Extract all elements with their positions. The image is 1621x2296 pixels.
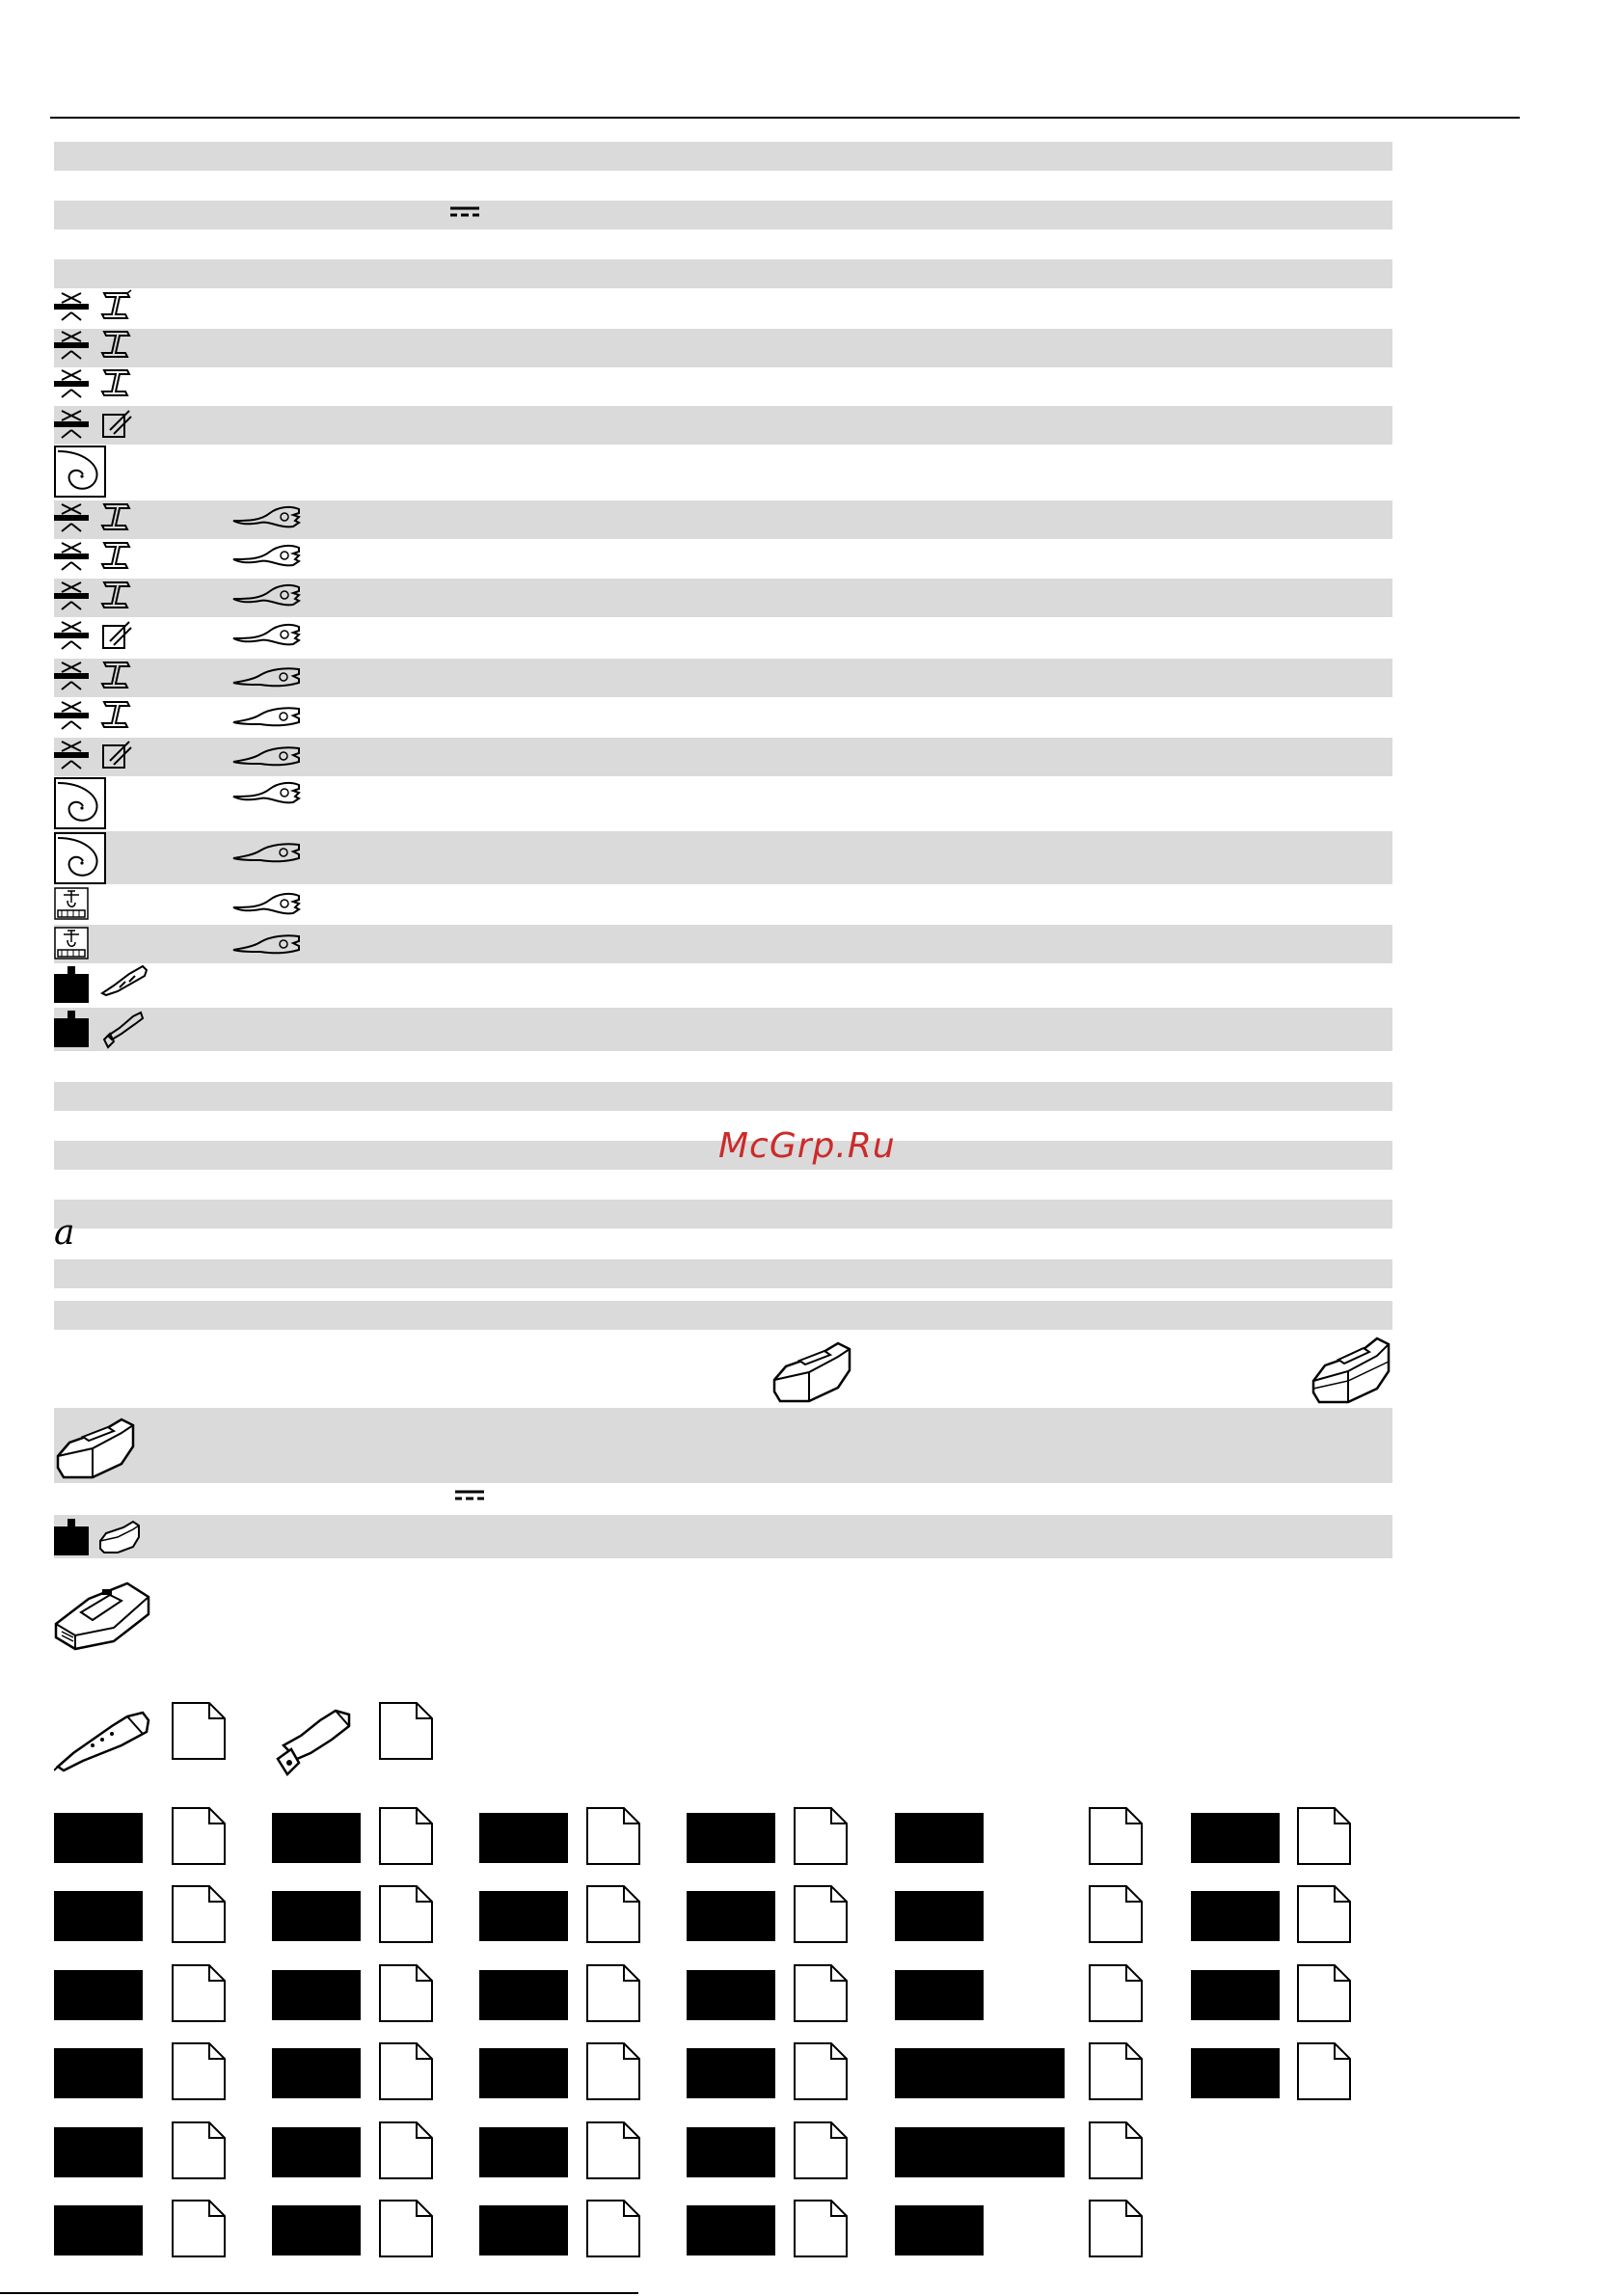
steel-profile-icon	[100, 289, 133, 322]
shear-blade-icon	[231, 503, 303, 532]
material-thickness-icon	[54, 330, 89, 361]
redacted-label	[687, 1891, 775, 1941]
cutting-radius-icon	[54, 777, 106, 829]
page-reference-icon	[585, 1884, 641, 1948]
corrugated-sheet-icon	[100, 407, 133, 440]
battery-pack-icon	[1310, 1327, 1392, 1410]
table-row	[54, 201, 1392, 230]
redacted-label	[895, 2127, 1065, 2177]
page-reference-icon	[1296, 1884, 1352, 1948]
redacted-label	[54, 2048, 143, 2098]
page-reference-icon	[378, 1884, 434, 1948]
redacted-label	[54, 1813, 143, 1863]
redacted-label	[479, 2205, 568, 2255]
steel-profile-icon	[100, 328, 133, 361]
material-thickness-icon	[54, 620, 89, 651]
redacted-label	[272, 1970, 361, 2020]
redacted-label	[54, 2205, 143, 2255]
page-reference-icon	[1296, 2041, 1352, 2105]
redacted-label	[687, 1970, 775, 2020]
redacted-label	[895, 1891, 984, 1941]
table-row	[54, 1082, 1392, 1111]
nibbler-tool-icon	[100, 1007, 145, 1049]
redacted-label	[1191, 1891, 1280, 1941]
weight-icon	[54, 966, 89, 1003]
redacted-label	[687, 2048, 775, 2098]
redacted-label	[272, 2205, 361, 2255]
page-reference-icon	[171, 1963, 227, 2027]
page-reference-icon	[378, 2199, 434, 2262]
shear-blade-alt-icon	[231, 931, 303, 959]
page-reference-icon	[171, 1701, 227, 1765]
weight-icon	[54, 1011, 89, 1047]
table-row	[54, 329, 1392, 367]
redacted-label	[895, 2048, 1065, 2098]
steel-profile-icon	[100, 698, 133, 731]
page-reference-icon	[378, 1701, 434, 1765]
page-reference-icon	[1088, 1884, 1144, 1948]
page-reference-icon	[1088, 2120, 1144, 2184]
redacted-label	[895, 1970, 984, 2020]
shear-blade-alt-icon	[231, 703, 303, 732]
redacted-label	[687, 2205, 775, 2255]
page-reference-icon	[585, 1806, 641, 1870]
page-reference-icon	[793, 1884, 849, 1948]
shear-blade-icon	[231, 542, 303, 571]
material-thickness-icon	[54, 740, 89, 770]
redacted-label	[54, 1891, 143, 1941]
cutting-radius-icon	[54, 446, 106, 498]
steel-profile-icon	[100, 659, 133, 691]
redacted-label	[895, 1813, 984, 1863]
redacted-label	[1191, 1813, 1280, 1863]
charger-icon	[54, 1570, 152, 1651]
redacted-label	[272, 2127, 361, 2177]
shear-blade-icon	[231, 581, 303, 610]
material-thickness-icon	[54, 291, 89, 322]
page-reference-icon	[585, 2120, 641, 2184]
stroke-rate-icon	[54, 887, 89, 920]
vibration-symbol: a	[54, 1213, 75, 1253]
table-row	[54, 1259, 1392, 1288]
battery-pack-icon	[54, 1408, 137, 1485]
material-thickness-icon	[54, 502, 89, 533]
steel-profile-icon	[100, 539, 133, 572]
cutting-radius-icon	[54, 832, 106, 884]
page-reference-icon	[171, 1806, 227, 1870]
material-thickness-icon	[54, 700, 89, 731]
page-reference-icon	[793, 2199, 849, 2262]
table-row	[54, 406, 1392, 445]
page-reference-icon	[1088, 1806, 1144, 1870]
shear-blade-icon	[231, 890, 303, 919]
page-reference-icon	[585, 2041, 641, 2105]
shear-blade-alt-icon	[231, 743, 303, 771]
top-rule	[50, 117, 1520, 119]
table-row	[54, 1301, 1392, 1330]
material-thickness-icon	[54, 581, 89, 611]
watermark: McGrp.Ru	[718, 1126, 896, 1166]
table-row	[54, 1008, 1392, 1051]
material-thickness-icon	[54, 541, 89, 572]
page-reference-icon	[378, 2041, 434, 2105]
redacted-label	[687, 2127, 775, 2177]
redacted-label	[1191, 1970, 1280, 2020]
redacted-label	[54, 2127, 143, 2177]
weight-icon	[54, 1519, 89, 1555]
shear-blade-icon	[231, 621, 303, 650]
redacted-label	[479, 1970, 568, 2020]
redacted-label	[479, 2048, 568, 2098]
redacted-label	[687, 1813, 775, 1863]
redacted-label	[479, 1891, 568, 1941]
page-reference-icon	[171, 1884, 227, 1948]
corrugated-sheet-icon	[100, 738, 133, 770]
redacted-label	[895, 2205, 984, 2255]
page-reference-icon	[585, 1963, 641, 2027]
page-reference-icon	[171, 2041, 227, 2105]
steel-profile-icon	[100, 579, 133, 611]
redacted-label	[1191, 2048, 1280, 2098]
steel-profile-icon	[100, 500, 133, 533]
page-reference-icon	[793, 2041, 849, 2105]
table-row	[54, 259, 1392, 288]
dc-current-icon	[449, 205, 480, 219]
shear-tool-icon	[100, 962, 149, 997]
redacted-label	[272, 2048, 361, 2098]
page-reference-icon	[378, 1806, 434, 1870]
battery-pack-icon	[770, 1332, 853, 1409]
page-reference-icon	[1296, 1963, 1352, 2027]
battery-pack-icon	[98, 1520, 141, 1554]
bottom-rule	[0, 2292, 638, 2294]
shear-tool-icon	[54, 1703, 150, 1772]
page-reference-icon	[793, 1963, 849, 2027]
page-reference-icon	[793, 2120, 849, 2184]
steel-profile-icon	[100, 366, 133, 399]
stroke-rate-icon	[54, 927, 89, 959]
page-reference-icon	[1296, 1806, 1352, 1870]
nibbler-tool-icon	[274, 1703, 353, 1780]
page-reference-icon	[585, 2199, 641, 2262]
page-reference-icon	[171, 2120, 227, 2184]
redacted-label	[54, 1970, 143, 2020]
dc-current-icon	[454, 1489, 485, 1502]
table-row	[54, 1515, 1392, 1558]
page-reference-icon	[1088, 2041, 1144, 2105]
page-reference-icon	[793, 1806, 849, 1870]
shear-blade-alt-icon	[231, 663, 303, 692]
redacted-label	[272, 1891, 361, 1941]
page-reference-icon	[1088, 2199, 1144, 2262]
redacted-label	[479, 2127, 568, 2177]
material-thickness-icon	[54, 409, 89, 440]
shear-blade-alt-icon	[231, 839, 303, 868]
page-reference-icon	[378, 2120, 434, 2184]
page-reference-icon	[171, 2199, 227, 2262]
redacted-label	[272, 1813, 361, 1863]
corrugated-sheet-icon	[100, 618, 133, 651]
redacted-label	[479, 1813, 568, 1863]
table-row	[54, 1200, 1392, 1229]
table-row	[54, 1408, 1392, 1483]
page-reference-icon	[1088, 1963, 1144, 2027]
table-row	[54, 142, 1392, 171]
material-thickness-icon	[54, 661, 89, 691]
material-thickness-icon	[54, 368, 89, 399]
page-reference-icon	[378, 1963, 434, 2027]
shear-blade-icon	[231, 779, 303, 808]
